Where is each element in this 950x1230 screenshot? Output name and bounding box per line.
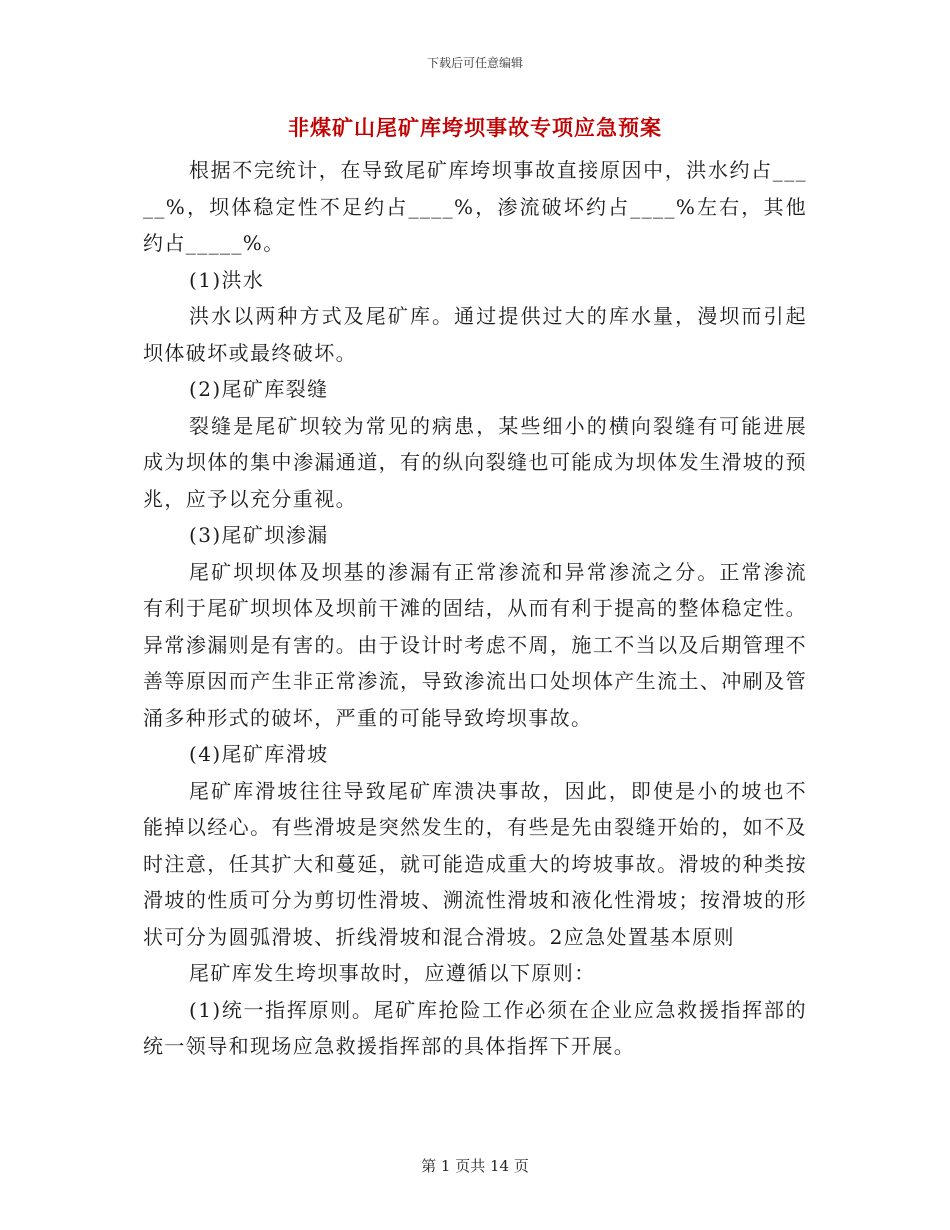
- heading-flood: (1)洪水: [189, 267, 265, 292]
- heading-seepage: (3)尾矿坝渗漏: [189, 523, 329, 547]
- paragraph-principle-1: (1)统一指挥原则。尾矿库抢险工作必须在企业应急救援指挥部的统一领导和现场应急救援指挥部的具体指挥下开展。: [143, 997, 807, 1058]
- paragraph-principles-intro: 尾矿库发生垮坝事故时，应遵循以下原则：: [189, 961, 596, 985]
- heading-landslide: (4)尾矿库滑坡: [189, 742, 329, 766]
- document-body: [143, 152, 807, 1065]
- document-title: 非煤矿山尾矿库垮坝事故专项应急预案: [288, 115, 662, 140]
- paragraph-cracks: 裂缝是尾矿坝较为常见的病患，某些细小的横向裂缝有可能进展成为坝体的集中渗漏通道，有的纵向裂缝也可能成为坝体发生滑坡的预兆，应予以充分重视。: [143, 413, 807, 511]
- page-indicator: 第 1 页共 14 页: [421, 1157, 529, 1175]
- paragraph-seepage: 尾矿坝坝体及坝基的渗漏有正常渗流和异常渗流之分。正常渗流有利于尾矿坝坝体及坝前干滩的固结，从而有利于提高的整体稳定性。异常渗漏则是有害的。由于设计时考虑不周，施工不当以及后期管理不善等原因而产生非正常渗流，导致渗流出口处坝体产生流土、冲刷及管涌多种形式的破坏，严重的可能导致垮坝事故。: [143, 559, 807, 730]
- paragraph-statistics: 根据不完统计，在导致尾矿库垮坝事故直接原因中，洪水约占_____%，坝体稳定性不足约占____%，渗流破坏约占____%左右，其他约占_____%。: [143, 158, 807, 255]
- paragraph-flood: 洪水以两种方式及尾矿库。通过提供过大的库水量，漫坝而引起坝体破坏或最终破坏。: [143, 304, 807, 365]
- paragraph-landslide: 尾矿库滑坡往往导致尾矿库溃决事故，因此，即使是小的坡也不能掉以经心。有些滑坡是突然发生的，有些是先由裂缝开始的，如不及时注意，任其扩大和蔓延，就可能造成重大的垮坡事故。滑坡的种类按滑坡的性质可分为剪切性滑坡、溯流性滑坡和液化性滑坡；按滑坡的形状可分为圆弧滑坡、折线滑坡和混合滑坡。2应急处置基本原则: [143, 778, 807, 949]
- heading-cracks: (2)尾矿库裂缝: [189, 377, 329, 401]
- header-note: 下载后可任意编辑: [426, 56, 523, 70]
